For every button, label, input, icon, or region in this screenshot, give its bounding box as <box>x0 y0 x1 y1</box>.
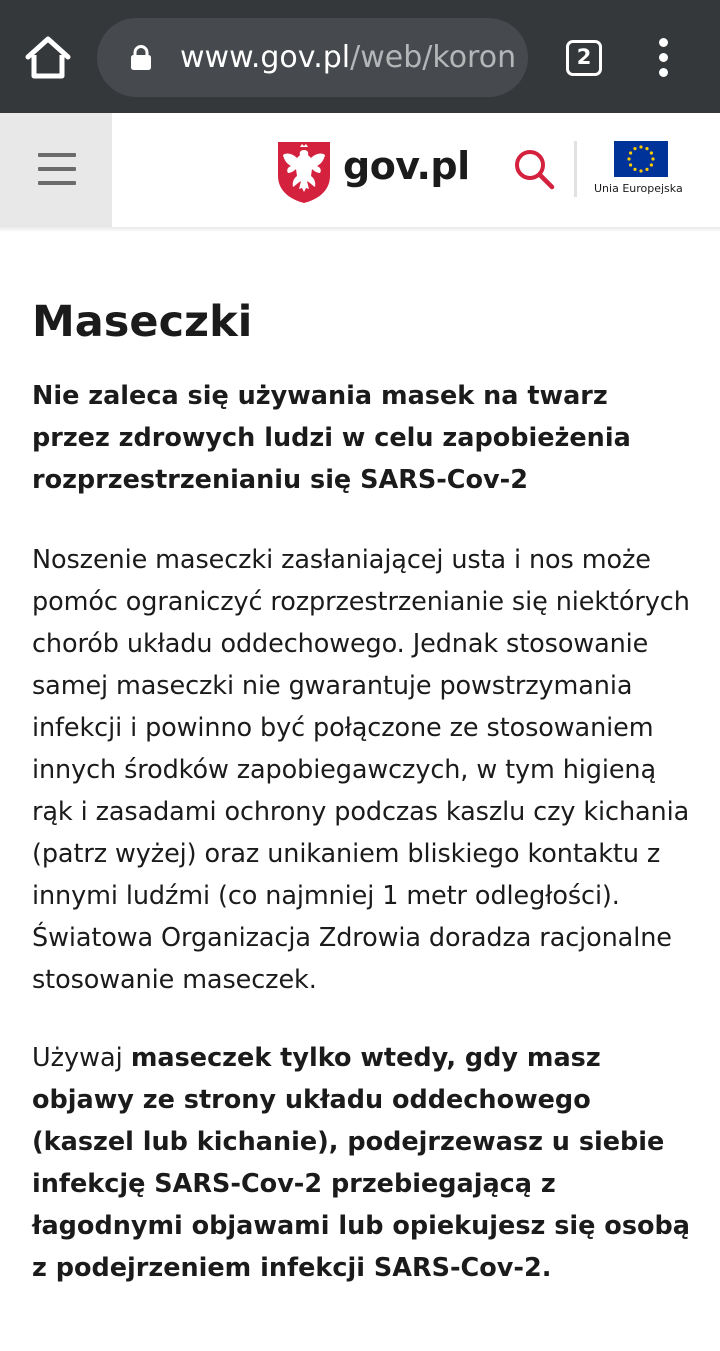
polish-eagle-emblem[interactable] <box>276 140 332 204</box>
lock-icon <box>130 45 152 71</box>
advice-prefix: Używaj <box>32 1043 131 1073</box>
home-icon <box>22 34 74 82</box>
site-header <box>0 113 720 227</box>
browser-toolbar <box>0 0 720 113</box>
address-bar[interactable] <box>97 18 528 97</box>
advice-bold: maseczek tylko wtedy, gdy masz objawy ze strony układu oddechowego (kaszel lub kichanie), podejrzewasz u siebie infekcję SARS-Cov-2 przebiegającą z łagodnymi objawami lub opiekujesz się osobą z podejrzeniem infekcji SARS-Cov-2. <box>32 1043 690 1283</box>
url-host: www.gov.pl <box>180 40 351 75</box>
article-advice <box>32 1037 692 1289</box>
url-path: /web/koron <box>350 40 517 75</box>
header-divider <box>574 141 577 197</box>
tab-switcher-button[interactable]: 2 <box>566 40 602 76</box>
page-title: Maseczki <box>32 297 253 347</box>
search-icon[interactable] <box>512 147 556 191</box>
eu-label[interactable]: Unia Europejska <box>594 182 683 195</box>
article-lead: Nie zaleca się używania masek na twarz przez zdrowych ludzi w celu zapobieżenia rozprzestrzenianiu się SARS-Cov-2 <box>32 381 631 495</box>
home-button[interactable] <box>22 34 74 82</box>
hamburger-menu-icon <box>38 153 76 185</box>
more-vert-icon[interactable] <box>650 38 678 78</box>
article-body: Noszenie maseczki zasłaniającej usta i nos może pomóc ograniczyć rozprzestrzenianie się niektórych chorób układu oddechowego. Jednak stosowanie samej maseczki nie gwarantuje powstrzymania infekcji i powinno być połączone ze stosowaniem innych środków zapobiegawczych, w tym higieną rąk i zasadami ochrony podczas kaszlu czy kichania (patrz wyżej) oraz unikaniem bliskiego kontaktu z innymi ludźmi (co najmniej 1 metr odległości). Światowa Organizacja Zdrowia doradza racjonalne stosowanie maseczek. <box>32 545 690 995</box>
article-content <box>32 290 692 1289</box>
header-shadow <box>0 227 720 232</box>
hamburger-menu-button[interactable] <box>0 113 112 227</box>
eu-flag-icon[interactable] <box>614 141 668 177</box>
site-logo-text[interactable]: gov.pl <box>343 144 470 188</box>
url-text[interactable] <box>180 40 516 76</box>
